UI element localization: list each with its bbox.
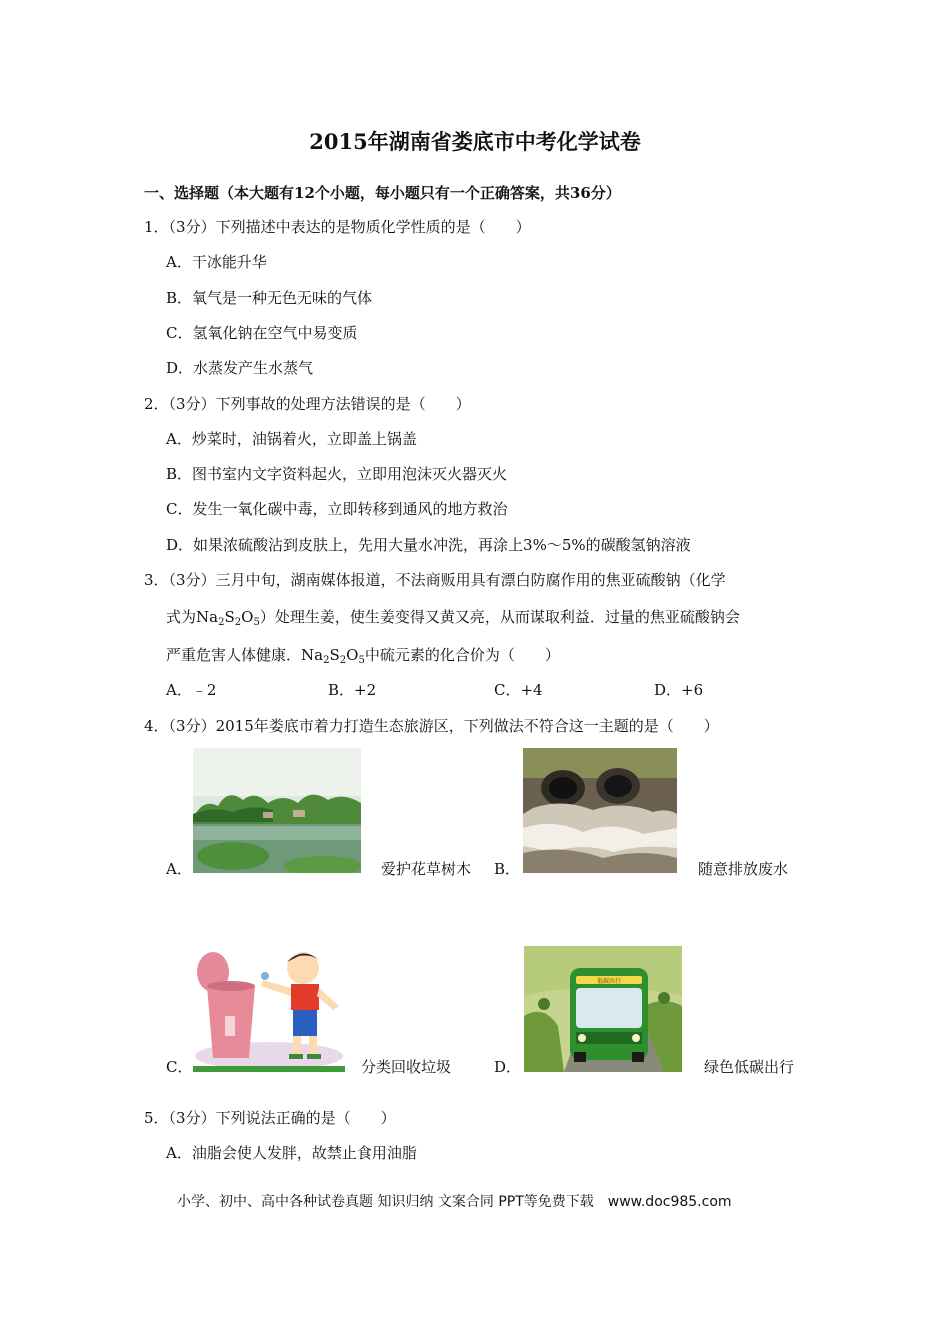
formula-subscript-o: 5 [253, 617, 260, 628]
formula-element-o: O [241, 608, 254, 626]
question-4-option-d-letter[interactable]: D． [494, 1058, 522, 1076]
waste-water-pipes-image [523, 748, 677, 873]
question-2-stem: 2．（3分）下列事故的处理方法错误的是（ ） [144, 395, 471, 413]
garbage-sorting-image [193, 946, 345, 1072]
exam-title: 2015年湖南省娄底市中考化学试卷 [309, 129, 641, 154]
formula-subscript-s: 2 [234, 617, 242, 628]
question-3-line-3-suffix: 中硫元素的化合价为（ ） [364, 646, 560, 664]
question-3-line-2-prefix: 式为 [166, 608, 197, 626]
formula-subscript-o: 5 [358, 655, 365, 666]
formula-na2s2o5 [196, 608, 260, 626]
question-4-option-c-letter[interactable]: C． [166, 1058, 193, 1076]
question-3-option-a[interactable]: A．﹣2 [166, 681, 217, 699]
question-3-line-2 [166, 607, 740, 627]
formula-element-o: O [346, 646, 359, 664]
question-3-line-3-prefix: 严重危害人体健康． [166, 646, 302, 664]
question-3-option-b[interactable]: B．+2 [328, 681, 377, 699]
question-4-option-c-text[interactable]: 分类回收垃圾 [361, 1058, 452, 1076]
formula-element-s: S [329, 646, 340, 664]
formula-element-s: S [224, 608, 235, 626]
question-3-line-2-suffix: ）处理生姜，使生姜变得又黄又亮，从而谋取利益．过量的焦亚硫酸钠会 [259, 608, 740, 626]
formula-subscript-na: 2 [323, 655, 330, 666]
question-2-option-d[interactable]: D．如果浓硫酸沾到皮肤上，先用大量水冲洗，再涂上3%～5%的碳酸氢钠溶液 [166, 536, 691, 554]
question-2-option-b[interactable]: B．图书室内文字资料起火，立即用泡沫灭火器灭火 [166, 465, 508, 483]
question-1-option-b[interactable]: B．氧气是一种无色无味的气体 [166, 289, 373, 307]
question-1-stem: 1．（3分）下列描述中表达的是物质化学性质的是（ ） [144, 218, 531, 236]
formula-subscript-s: 2 [339, 655, 347, 666]
question-4-option-b-text[interactable]: 随意排放废水 [698, 860, 789, 878]
bus-destination-sign: 低碳出行 [596, 978, 622, 985]
question-3-option-d[interactable]: D．+6 [654, 681, 704, 699]
question-4-option-d-text[interactable]: 绿色低碳出行 [704, 1058, 795, 1076]
page-footer: 小学、初中、高中各种试卷真题 知识归纳 文案合同 PPT等免费下载 www.doc985.com [177, 1194, 732, 1210]
formula-element-na: Na [196, 608, 219, 626]
question-3-option-c[interactable]: C．+4 [494, 681, 543, 699]
question-1-option-c[interactable]: C．氢氧化钠在空气中易变质 [166, 324, 358, 342]
question-5-stem: 5．（3分）下列说法正确的是（ ） [144, 1109, 396, 1127]
lake-park-image [193, 748, 361, 873]
question-4-stem: 4．（3分）2015年娄底市着力打造生态旅游区，下列做法不符合这一主题的是（ ） [144, 717, 719, 735]
question-1-option-a[interactable]: A．干冰能升华 [166, 253, 267, 271]
section-heading: 一、选择题（本大题有12个小题，每小题只有一个正确答案，共36分） [144, 184, 621, 202]
question-3-line-1: 3．（3分）三月中旬，湖南媒体报道，不法商贩用具有漂白防腐作用的焦亚硫酸钠（化学 [144, 571, 726, 589]
formula-na2s2o5-repeat [301, 646, 365, 664]
question-2-option-c[interactable]: C．发生一氧化碳中毒，立即转移到通风的地方救治 [166, 500, 508, 518]
formula-subscript-na: 2 [218, 617, 225, 628]
formula-element-na: Na [301, 646, 324, 664]
question-4-option-b-letter[interactable]: B． [494, 860, 521, 878]
question-1-option-d[interactable]: D．水蒸发产生水蒸气 [166, 359, 314, 377]
question-3-line-3 [166, 645, 560, 665]
green-bus-image [524, 946, 682, 1072]
question-5-option-a[interactable]: A．油脂会使人发胖，故禁止食用油脂 [166, 1144, 417, 1162]
question-2-option-a[interactable]: A．炒菜时，油锅着火，立即盖上锅盖 [166, 430, 417, 448]
question-4-option-a-text[interactable]: 爱护花草树木 [381, 860, 472, 878]
question-4-option-a-letter[interactable]: A． [166, 860, 192, 878]
